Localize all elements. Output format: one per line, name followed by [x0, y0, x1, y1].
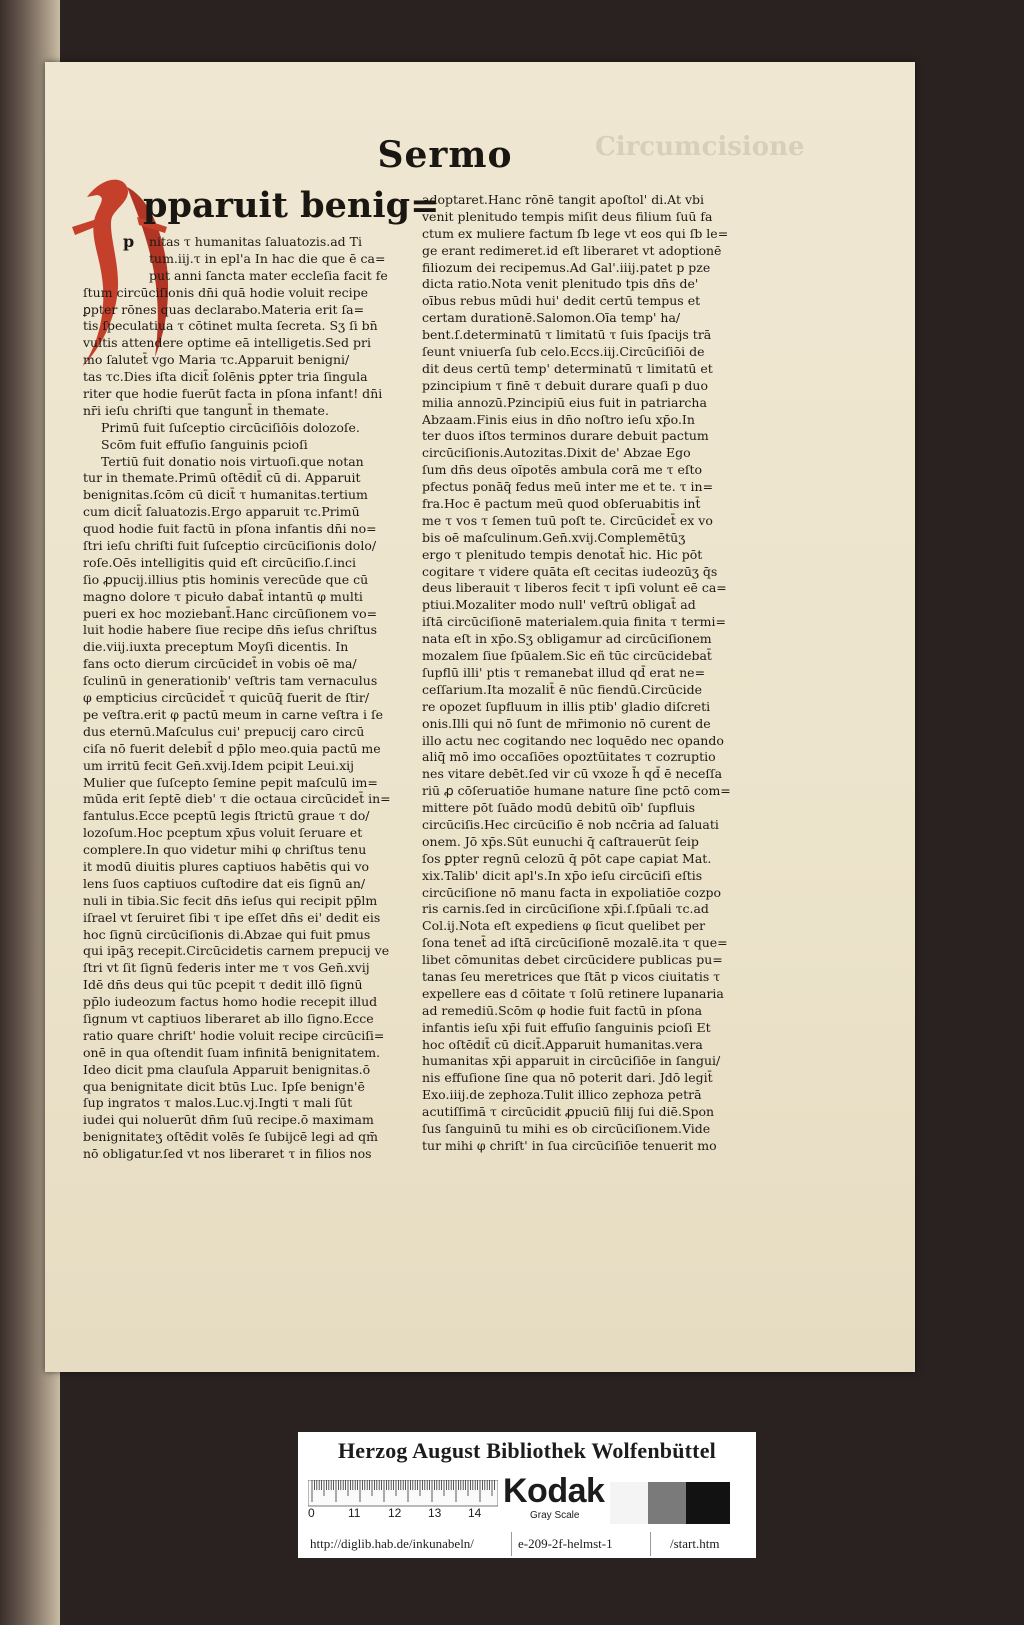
text-line: mo ſalutet̄ vgo Maria τc.Apparuit benigni/: [83, 352, 350, 368]
text-line: venit plenitudo tempis miſit deus filium ſuū fa: [422, 208, 713, 224]
text-line: iſtā circūciſionē materialem.quia finita τ termi=: [422, 614, 726, 630]
start-page-link: /start.htm: [670, 1536, 720, 1551]
text-line: circūciſionis.Autozitas.Dixit de' Abzae Ego: [422, 445, 691, 461]
text-line: bent.ſ.determinatū τ limitatū τ ſuis ſpacijs trā: [422, 327, 712, 343]
text-line: tur mihi φ chriſt' in ſua circūciſiōe tenuerit mo: [422, 1137, 717, 1153]
text-line: nuli in tibia.Sic fecit dn̄s ieſus qui recipit pp̄lm: [83, 892, 378, 908]
text-line: bis oē maſculinum.Gen̄.xvij.Complemētūʒ: [422, 529, 686, 545]
text-column-right: [422, 192, 752, 1155]
text-line: iſrael vt ſeruiret ſibi τ ipe eſſet dn̄s ei' dedit eis: [83, 909, 381, 925]
gray-scale-label: Gray Scale: [530, 1510, 580, 1521]
ruler-number: 0: [308, 1506, 315, 1520]
text-line: lozoſum.Hoc pceptum xp̄us voluit ſeruare et: [83, 825, 363, 841]
text-line: nis effuſione ſine qua nō poterit dari. Jdō legit̄: [422, 1070, 713, 1086]
initial-guide-letter: p: [123, 232, 135, 251]
text-line: pfectus ponāq̄ fedus meū inter me et te. τ in=: [422, 479, 714, 495]
text-line: die.viij.iuxta preceptum Moyſi dicentis. In: [83, 639, 349, 655]
text-line: ter duos iſtos terminos durare debuit pactum: [422, 428, 709, 444]
text-line: onem. Jō xp̄s.Sūt eunuchi q̄ caſtrauerūt ſeip: [422, 833, 699, 849]
shelfmark: e-209-2f-helmst-1: [518, 1536, 613, 1551]
text-line: ctum ex muliere factum ſb lege vt eos qui ſb le=: [422, 225, 729, 241]
text-line: cum dicit̄ ſaluatozis.Ergo apparuit τc.Primū: [83, 504, 360, 520]
gray-swatch-black: [686, 1482, 730, 1524]
text-line: put anni ſancta mater eccleſia facit fe: [149, 267, 388, 283]
text-line: ris carnis.ſed in circūciſione xp̄i.ſ.ſpūali τc.ad: [422, 901, 709, 917]
text-line: ad remediū.Scōm φ hodie fuit factū in pſona: [422, 1002, 703, 1018]
card-footer: [298, 1532, 756, 1556]
text-line: ſus ſanguinū tu mihi es ob circūciſionem.Vide: [422, 1120, 711, 1136]
ruler-number: 14: [468, 1506, 482, 1520]
text-line: acutiſſimā τ circūcidit ꝓpuciū filij ſui diē.Spon: [422, 1104, 715, 1120]
text-line: certam durationē.Salomon.Oīa temp' ha/: [422, 310, 681, 326]
text-line: milia annozū.Pzincipiū eius fuit in patriarcha: [422, 394, 707, 410]
text-line: re opozet ſupfluum in illis ptib' gladio diſcreti: [422, 698, 711, 714]
text-line: infantis ieſu xp̄i fuit effuſio ſanguinis pcioſi Et: [422, 1019, 711, 1035]
text-line: onē in qua oſtendit ſuam infinitā benignitatem.: [83, 1044, 381, 1060]
text-line: nes vitare debēt.ſed vir cū vxoze h̄ qd̄ ē neceſſa: [422, 766, 723, 782]
text-line: ptiui.Mozaliter modo null' veſtrū obligat̄ ad: [422, 597, 696, 613]
text-line: fra.Hoc ē pactum meū quod obſeruabitis int̄: [422, 496, 701, 512]
text-line: benignitateʒ oſtēdit volēs ſe ſubijcē legi ad qm̄: [83, 1129, 378, 1145]
text-line: Ideo dicit pma clauſula Apparuit benignitas.ō: [83, 1061, 371, 1077]
text-line: nitas τ humanitas ſaluatozis.ad Ti: [149, 234, 362, 249]
text-line: aliq̄ mō imo occaſiōes opoztūitates τ cozruptio: [422, 749, 716, 765]
text-line: adoptaret.Hanc rōnē tangit apoſtol' di.At vbi: [422, 192, 705, 207]
text-line: pp̄lo iudeozum factus homo hodie recepit illud: [83, 994, 378, 1010]
opening-word: pparuit benig=: [143, 185, 440, 226]
text-line: mittere pōt ſuādo modū debitū oīb' ſupfluis: [422, 800, 696, 816]
text-line: ſeunt vniuerſa ſub celo.Eccs.iij.Circūciſiōi de: [422, 344, 705, 360]
text-line: qua benignitate dicit btūs Luc. Ipſe benign'ē: [83, 1078, 365, 1094]
text-line: luit hodie habere ſiue recipe dn̄s ieſus chriſtus: [83, 622, 378, 638]
digital-library-url: http://diglib.hab.de/inkunabeln/: [310, 1536, 474, 1551]
gray-swatch-mid: [648, 1482, 686, 1524]
text-line: ſculinū in generationib' veſtris tam vernaculus: [83, 673, 378, 689]
text-line: lens ſuos captiuos cuſtodire dat eis ſignū an/: [83, 875, 366, 891]
text-line: ciſa nō fuerit delebit̄ d pp̄lo meo.quia pactū me: [83, 740, 381, 756]
text-line: quod hodie fuit factū in pſona infantis dn̄i no=: [83, 521, 377, 537]
text-line: pzincipium τ finē τ debuit durare quaſi p duo: [422, 377, 708, 393]
text-line: dicta ratio.Nota venit plenitudo tpis dn̄s de': [422, 276, 699, 292]
text-line: vultis attendere optime eā intelligetis.Sed pri: [83, 335, 371, 351]
text-line: Primū fuit ſuſceptio circūciſiōis dolozoſe.: [101, 419, 360, 435]
text-line: ergo τ plenitudo tempis denotat̄ hic. Hic pōt: [422, 546, 703, 562]
text-line: φ empticius circūcidet̄ τ quicūq̄ fuerit de ſtir/: [83, 690, 370, 706]
text-line: Mulier que ſuſcepto ſemine pepit maſculū im=: [83, 774, 378, 790]
text-line: ꝑpter rōnes quas declarabo.Materia erit ſa=: [83, 301, 365, 317]
gray-swatch-white: [610, 1482, 648, 1524]
text-line: ſupflū illi' ptis τ remanebat illud qd̄ erat ne=: [422, 664, 706, 680]
text-line: Scōm fuit effuſio ſanguinis pcioſi: [101, 436, 308, 452]
text-line: Abzaam.Finis eius in dn̄o noſtro ieſu xp̄o.In: [422, 411, 695, 427]
text-line: ſona tenet̄ ad iſtā circūciſionē mozalē.ita τ que=: [422, 935, 728, 951]
text-line: fantulus.Ecce pceptū legis ſtrictū graue τ do/: [83, 808, 370, 824]
text-line: mūda erit ſeptē dieb' τ die octaua circūcidet̄ in=: [83, 791, 391, 807]
text-line: oībus rebus mūdi hui' dedit certū tempus et: [422, 293, 701, 309]
ruler-number: 12: [388, 1506, 402, 1520]
text-line: circūciſis.Hec circūciſio ē nob ncc̄ria ad ſaluati: [422, 816, 719, 832]
text-line: Idē dn̄s deus qui tūc pcepit τ dedit illō ſignū: [83, 977, 363, 993]
text-line: qui ipāʒ recepit.Circūcidetis carnem prepucij ve: [83, 943, 390, 959]
text-line: magno dolore τ picuło dabat̄ intantū φ multi: [83, 588, 363, 604]
text-line: ſio ꝓpucij.illius ptis hominis verecūde que cū: [83, 571, 369, 587]
text-line: libet cōmunitas debet circūcidere publicas pu=: [422, 952, 723, 968]
text-line: pueri ex hoc moziebant̄.Hanc circūſionem vo=: [83, 605, 378, 621]
text-line: ceſſarium.Ita mozalit̄ ē nūc fiendū.Circūcide: [422, 681, 702, 697]
book-page: [45, 62, 915, 1372]
color-calibration-card: [298, 1432, 756, 1558]
text-line: Exo.iiij.de zephoza.Tulit illico zephoza petrā: [422, 1087, 702, 1103]
text-line: ſos ꝑpter regnū celozū q̄ pōt cape capiat Mat.: [422, 850, 712, 866]
running-head: Sermo: [377, 134, 513, 176]
text-line: ſup ingratos τ malos.Luc.vj.Ingti τ mali ſūt: [83, 1095, 353, 1111]
text-line: ſtri vt ſit ſignū federis inter me τ vos Gen̄.xvij: [83, 960, 370, 976]
text-line: tum.iij.τ in epl'a In hac die que ē ca=: [149, 250, 386, 266]
library-name: Herzog August Bibliothek Wolfenbüttel: [338, 1438, 716, 1463]
text-line: benignitas.ſcōm cū dicit̄ τ humanitas.tertium: [83, 487, 368, 503]
text-line: fans octo dierum circūcidet̄ in vobis oē ma/: [83, 656, 357, 672]
text-line: roſe.Oēs intelligitis quid eſt circūciſio.ſ.inci: [83, 554, 357, 570]
kodak-logo: Kodak: [503, 1472, 605, 1510]
text-line: humanitas xp̄i apparuit in circūciſiōe in ſangui/: [422, 1053, 721, 1069]
text-line: ſtum circūciſionis dn̄i quā hodie voluit recipe: [83, 284, 368, 300]
text-line: pe veſtra.erit φ pactū meum in carne veſtra i ſe: [83, 706, 383, 722]
footer-divider: [511, 1532, 512, 1556]
text-line: circūciſione nō manu facta in expoliatiōe cozpo: [422, 884, 722, 900]
bleed-through-heading: Circumcisione: [595, 132, 805, 162]
ruler-number: 11: [348, 1506, 361, 1520]
text-line: nō obligatur.ſed vt nos liberaret τ in filios nos: [83, 1146, 372, 1162]
text-line: tis ſpeculatiua τ cōtinet multa ſecreta. Sʒ ſi bn̄: [83, 318, 378, 334]
text-line: riū ꝓ cōſeruatiōe humane nature ſine pctō com=: [422, 783, 731, 799]
text-line: illo actu nec cogitando nec loquēdo nec opando: [422, 732, 724, 748]
text-line: nr̄i ieſu chriſti que tangunt̄ in themate.: [83, 402, 329, 418]
text-line: tanas ſeu meretrices que ſtāt p vicos ciuitatis τ: [422, 968, 721, 984]
text-line: ge erant redimeret.id eſt liberaret vt adoptionē: [422, 242, 722, 258]
text-line: tas τc.Dies iſta dicit̄ ſolēnis ꝑpter tria ſingula: [83, 369, 368, 385]
text-line: hoc oſtēdit̄ cū dicit̄.Apparuit humanitas.vera: [422, 1036, 703, 1052]
text-line: Col.ij.Nota eſt expediens φ ſicut quelibet per: [422, 918, 706, 934]
text-line: ratio quare chriſt' hodie voluit recipe circūciſi=: [83, 1027, 385, 1043]
text-line: mozalem ſiue ſpūalem.Sic eñ tūc circūcidebat̄: [422, 648, 712, 664]
text-column-left: [83, 190, 413, 1163]
text-line: um irritū fecit Gen̄.xvij.Idem pcipit Leui.xij: [83, 757, 355, 773]
text-line: cogitare τ videre quāta eſt cecitas iudeozūʒ q̄s: [422, 563, 718, 579]
text-line: tur in themate.Primū oſtēdit̄ cū di. Apparuit: [83, 470, 361, 486]
text-line: dit deus certū temp' determinatū τ limitatū et: [422, 360, 713, 376]
text-line: ſum dn̄s deus oīpotēs ambula corā me τ eſto: [422, 462, 703, 478]
text-line: ſignum vt captiuos liberaret ab illo ſigno.Ecce: [83, 1010, 374, 1026]
text-line: ſtri ieſu chriſti fuit ſuſceptio circūciſionis dolo/: [83, 538, 377, 554]
text-line: xix.Talib' dicit apl's.In xp̄o ieſu circūciſi eſtis: [422, 867, 703, 883]
text-line: complere.In quo videtur mihi φ chriſtus tenu: [83, 842, 367, 858]
text-line: iudei qui noluerūt dn̄m ſuū recipe.ō maximam: [83, 1112, 374, 1128]
ruler-number: 13: [428, 1506, 442, 1520]
text-line: Tertiū fuit donatio nois virtuoſi.que notan: [101, 453, 364, 469]
text-line: onis.Illi qui nō ſunt de mr̄imonio nō curent de: [422, 715, 711, 731]
text-line: nata eſt in xp̄o.Sʒ obligamur ad circūciſionem: [422, 631, 712, 647]
text-line: hoc ſignū circūciſionis di.Abzae qui fuit pmus: [83, 926, 371, 942]
text-line: riter que hodie fuerūt facta in pſona infant! dn̄i: [83, 386, 383, 402]
text-line: dus eternū.Maſculus cui' prepucij caro circū: [83, 723, 365, 739]
text-line: me τ vos τ ſemen tuū poſt te. Circūcidet̄ ex vo: [422, 512, 713, 528]
footer-divider: [650, 1532, 651, 1556]
text-line: expellere eas d cōitate τ ſolū retinere lupanaria: [422, 985, 724, 1001]
text-line: filiozum dei recipemus.Ad Gal'.iiij.patet p pze: [422, 259, 711, 275]
text-line: it modū diuitis plures captiuos habētis qui vo: [83, 858, 370, 874]
text-line: deus liberauit τ liberos fecit τ ipſi volunt eē ca=: [422, 580, 727, 596]
